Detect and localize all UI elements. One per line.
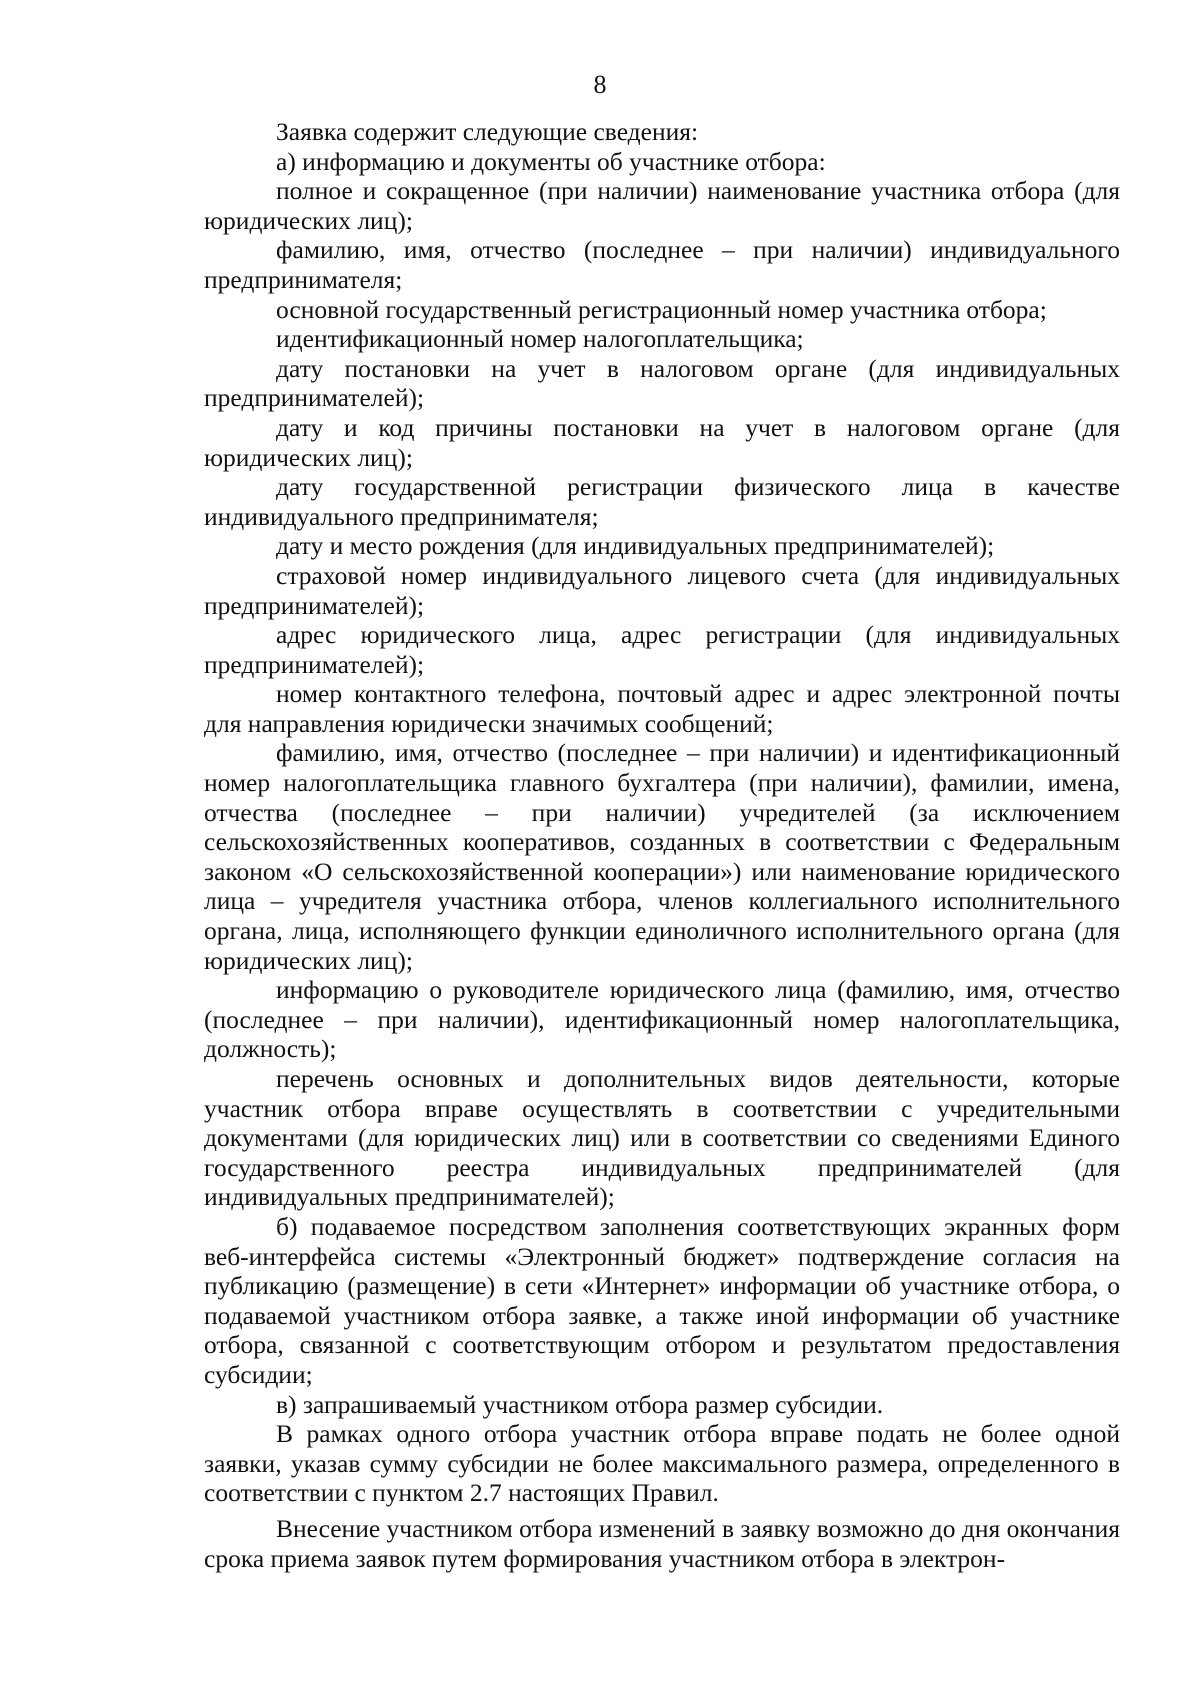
paragraph-ip-registration-date: дату государственной регистрации физического лица в качестве индивидуального предпринимателя; [204, 472, 1120, 531]
paragraph-ogrn: основной государственный регистрационный номер участника отбора; [276, 294, 1047, 324]
paragraph-single-application: В рамках одного отбора участник отбора вправе подать не более одной заявки, указав сумму субсидии не более максимального размера, определенного в соответствии с пунктом 2.7 настоящих Правил. [204, 1419, 1120, 1508]
paragraph-kpp: дату и код причины постановки на учет в налоговом органе (для юридических лиц); [204, 412, 1120, 472]
paragraph-item-v: в) запрашиваемый участником отбора размер субсидии. [276, 1389, 884, 1419]
paragraph-tax-registration-date: дату постановки на учет в налоговом органе (для индивидуальных предпринимателей); [204, 353, 1120, 413]
paragraph-changes: Внесение участником отбора изменений в заявку возможно до дня окончания срока приема заявок путем формирования участником отбора в электрон- [204, 1513, 1120, 1573]
paragraph-founders: фамилию, имя, отчество (последнее – при наличии) и идентификационный номер налогоплательщика главного бухгалтера (при наличии), фамилии, имена, отчества (последнее – при наличии) учредителей (за исключением сельскохозяйственных кооперативов, созданных в соответствии с Федеральным законом «О сельскохозяйственной кооперации») или наименование юридического лица – учредителя участника отбора, членов коллегиального исполнительного органа, лица, исполняющего функции единоличного исполнительного органа (для юридических лиц); [204, 738, 1120, 975]
paragraph-item-b: б) подаваемое посредством заполнения соответствующих экранных форм веб-интерфейса системы «Электронный бюджет» подтверждение согласия на публикацию (размещение) в сети «Интернет» информации об участнике отбора, о подаваемой участником отбора заявке, а также иной информации об участнике отбора, связанной с соответствующим отбором и результатом предоставления субсидии; [204, 1211, 1120, 1389]
paragraph-address: адрес юридического лица, адрес регистрации (для индивидуальных предпринимателей); [204, 620, 1120, 679]
paragraph-inn: идентификационный номер налогоплательщика; [276, 324, 804, 354]
paragraph-head-info: информацию о руководителе юридического лица (фамилию, имя, отчество (последнее – при наличии), идентификационный номер налогоплательщика, должность); [204, 975, 1120, 1064]
document-body [204, 117, 1120, 1573]
paragraph-intro: Заявка содержит следующие сведения: [276, 117, 699, 146]
paragraph-contacts: номер контактного телефона, почтовый адрес и адрес электронной почты для направления юридически значимых сообщений; [204, 679, 1120, 738]
paragraph-fio: фамилию, имя, отчество (последнее – при наличии) индивидуального предпринимателя; [204, 235, 1120, 294]
paragraph-snils: страховой номер индивидуального лицевого счета (для индивидуальных предпринимателей); [204, 560, 1120, 620]
paragraph-item-a: а) информацию и документы об участнике отбора: [276, 146, 826, 176]
paragraph-full-name: полное и сокращенное (при наличии) наименование участника отбора (для юридических лиц); [204, 176, 1120, 235]
paragraph-birth: дату и место рождения (для индивидуальных предпринимателей); [276, 531, 995, 561]
paragraph-activities: перечень основных и дополнительных видов деятельности, которые участник отбора вправе осуществлять в соответствии с учредительными документами (для юридических лиц) или в соответствии со сведениями Единого государственного реестра индивидуальных предпринимателей (для индивидуальных предпринимателей); [204, 1064, 1120, 1212]
page-number: 8 [593, 70, 607, 99]
